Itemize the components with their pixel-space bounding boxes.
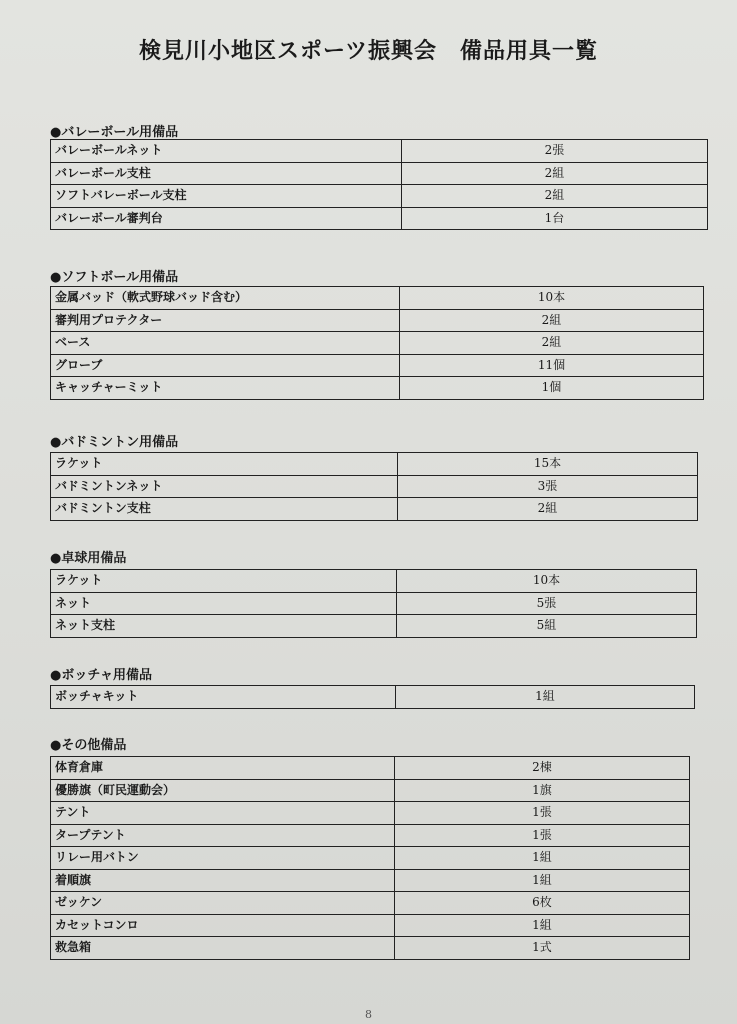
table-badminton: [50, 452, 698, 521]
item-name: ボッチャキット: [51, 686, 396, 709]
item-quantity: 2組: [402, 185, 708, 208]
item-quantity: 6枚: [395, 892, 690, 915]
item-quantity: 1組: [395, 847, 690, 870]
table-row: [51, 498, 698, 521]
table-row: [51, 332, 704, 355]
table-row: [51, 779, 690, 802]
item-quantity: 2組: [400, 332, 704, 355]
table-row: [51, 686, 695, 709]
item-quantity: 11個: [400, 354, 704, 377]
item-name: テント: [51, 802, 395, 825]
table-row: [51, 140, 708, 163]
item-name: バドミントン支柱: [51, 498, 398, 521]
item-quantity: 1組: [395, 914, 690, 937]
table-row: [51, 847, 690, 870]
item-quantity: 15本: [398, 453, 698, 476]
section-heading-boccia: ●ボッチャ用備品: [50, 668, 152, 683]
table-row: [51, 207, 708, 230]
item-quantity: 1張: [395, 802, 690, 825]
item-quantity: 1式: [395, 937, 690, 960]
page-number: 8: [365, 1008, 372, 1021]
item-quantity: 1旗: [395, 779, 690, 802]
table-row: [51, 892, 690, 915]
item-quantity: 10本: [400, 287, 704, 310]
item-name: ソフトバレーボール支柱: [51, 185, 402, 208]
table-row: [51, 802, 690, 825]
table-row: [51, 287, 704, 310]
table-row: [51, 309, 704, 332]
table-row: [51, 869, 690, 892]
item-name: ネット支柱: [51, 615, 397, 638]
section-heading-softball: ●ソフトボール用備品: [50, 270, 179, 285]
table-row: [51, 592, 697, 615]
item-quantity: 1組: [396, 686, 695, 709]
table-row: [51, 615, 697, 638]
table-table-tennis: [50, 569, 697, 638]
table-row: [51, 354, 704, 377]
item-name: リレー用バトン: [51, 847, 395, 870]
table-other: [50, 756, 690, 960]
table-row: [51, 377, 704, 400]
item-quantity: 2張: [402, 140, 708, 163]
table-row: [51, 453, 698, 476]
item-name: 審判用プロテクター: [51, 309, 400, 332]
item-quantity: 1組: [395, 869, 690, 892]
item-name: カセットコンロ: [51, 914, 395, 937]
item-name: ネット: [51, 592, 397, 615]
item-name: バレーボールネット: [51, 140, 402, 163]
section-heading-badminton: ●バドミントン用備品: [50, 435, 179, 450]
item-name: バドミントンネット: [51, 475, 398, 498]
item-name: キャッチャーミット: [51, 377, 400, 400]
item-quantity: 1台: [402, 207, 708, 230]
item-name: ベース: [51, 332, 400, 355]
item-name: タープテント: [51, 824, 395, 847]
section-heading-other: ●その他備品: [50, 738, 127, 753]
item-quantity: 3張: [398, 475, 698, 498]
section-heading-table-tennis: ●卓球用備品: [50, 551, 127, 566]
item-name: ラケット: [51, 453, 398, 476]
table-boccia: [50, 685, 695, 709]
item-quantity: 1個: [400, 377, 704, 400]
item-quantity: 5組: [397, 615, 697, 638]
item-quantity: 2組: [400, 309, 704, 332]
item-name: バレーボール審判台: [51, 207, 402, 230]
item-quantity: 2棟: [395, 757, 690, 780]
item-name: 着順旗: [51, 869, 395, 892]
page-title: 検見川小地区スポーツ振興会 備品用具一覧: [138, 39, 599, 64]
table-row: [51, 937, 690, 960]
table-row: [51, 162, 708, 185]
table-row: [51, 185, 708, 208]
item-name: 体育倉庫: [51, 757, 395, 780]
table-softball: [50, 286, 704, 400]
item-name: グローブ: [51, 354, 400, 377]
table-volleyball: [50, 139, 708, 230]
item-quantity: 2組: [398, 498, 698, 521]
table-row: [51, 824, 690, 847]
item-name: ゼッケン: [51, 892, 395, 915]
table-row: [51, 914, 690, 937]
table-row: [51, 570, 697, 593]
item-quantity: 10本: [397, 570, 697, 593]
section-heading-volleyball: ●バレーボール用備品: [50, 125, 179, 140]
item-name: 救急箱: [51, 937, 395, 960]
item-name: バレーボール支柱: [51, 162, 402, 185]
item-name: ラケット: [51, 570, 397, 593]
table-row: [51, 475, 698, 498]
item-quantity: 1張: [395, 824, 690, 847]
item-quantity: 5張: [397, 592, 697, 615]
table-row: [51, 757, 690, 780]
item-quantity: 2組: [402, 162, 708, 185]
item-name: 優勝旗（町民運動会）: [51, 779, 395, 802]
item-name: 金属バッド（軟式野球バッド含む）: [51, 287, 400, 310]
